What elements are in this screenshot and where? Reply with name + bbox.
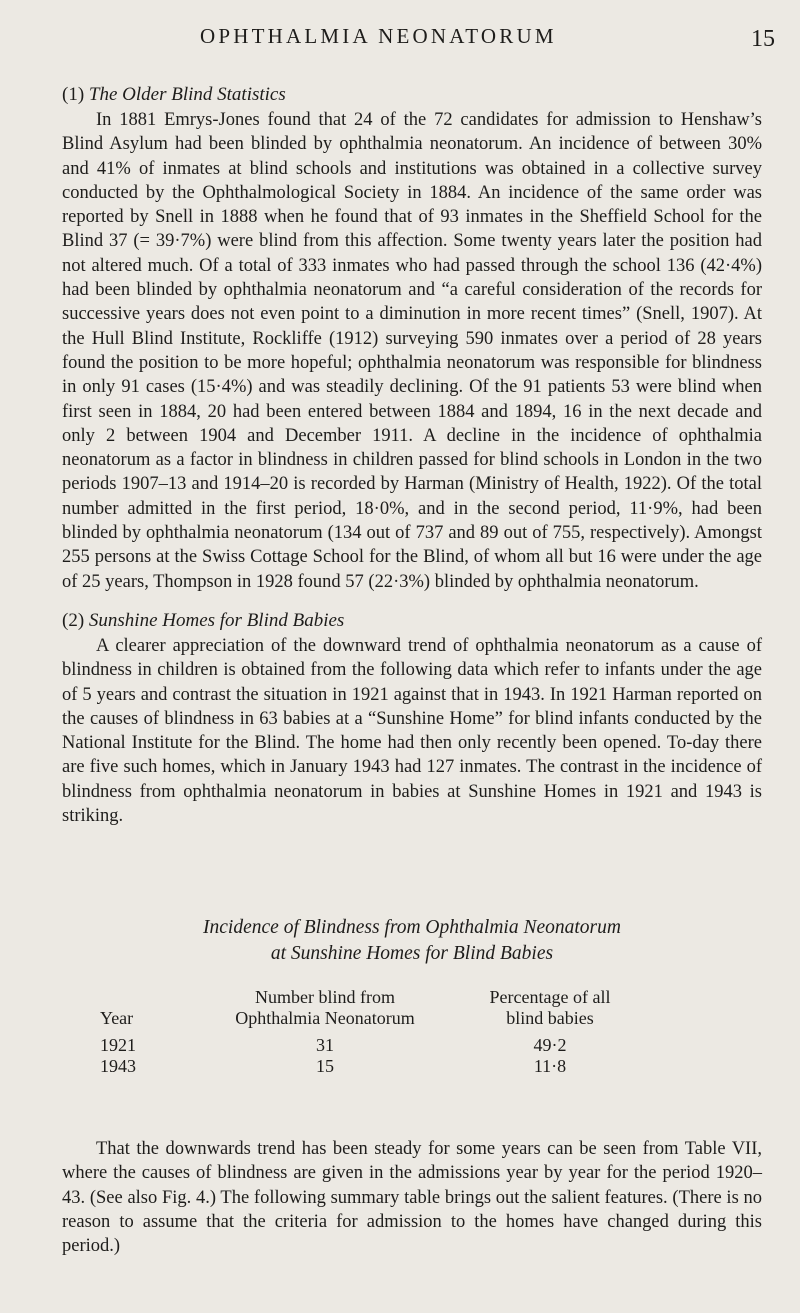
page-header: [200, 24, 775, 54]
body-paragraph: That the downwards trend has been steady for some years can be seen from Table VII, where the causes of blindness are given in the admissions year by year for the period 1920–43. (See also Fig. 4.) The following summary table brings out the salient features. (There is no reason to assume that the criteria for admission to the homes have changed during this period.): [62, 1139, 762, 1257]
table-row: [100, 1056, 660, 1077]
table-title-line-2: at Sunshine Homes for Blind Babies: [270, 943, 554, 964]
section-heading: [62, 82, 762, 108]
cell-year: 1943: [100, 1056, 136, 1076]
section-older-blind-statistics: [62, 82, 762, 594]
section-title: Sunshine Homes for Blind Babies: [88, 610, 345, 631]
section-number: (1): [62, 84, 85, 105]
section-sunshine-homes: [62, 608, 762, 828]
page-number: 15: [751, 26, 775, 52]
cell-percentage: 11·8: [533, 1056, 567, 1076]
table-row: [100, 1029, 660, 1056]
section-heading: [62, 608, 762, 634]
column-header-number: Number blind from Ophthalmia Neonatorum: [235, 987, 415, 1028]
table-header-row: [100, 987, 660, 1029]
cell-year: 1921: [100, 1035, 136, 1055]
body-paragraph: In 1881 Emrys-Jones found that 24 of the 72 candidates for admission to Henshaw’s Blind Asylum had been blinded by ophthalmia neonatorum. An incidence of between 30% and 41% of inmates at blind schools and institutions was obtained in a collective survey conducted by the Ophthalmological Society in 1884. An incidence of the same order was reported by Snell in 1888 when he found that of 93 inmates in the Sheffield School for the Blind 37 (= 39·7%) were blind from this affection. Some twenty years later the position had not altered much. Of a total of 333 inmates who had passed through the school 136 (42·4%) had been blinded by ophthalmia neonatorum and “a careful consideration of the records for successive years does not even point to a diminution in more recent times” (Snell, 1907). At the Hull Blind Institute, Rockliffe (1912) surveying 590 inmates over a period of 28 years found the position to be more hopeful; ophthalmia neonatorum was responsible for blindness in only 91 cases (15·4%) and was steadily declining. Of the 91 patients 53 were blind when first seen in 1884, 20 had been entered between 1884 and 1894, 16 in the next decade and only 2 between 1904 and December 1911. A decline in the incidence of ophthalmia neonatorum as a factor in blindness in children passed for blind schools in London in the two periods 1907–13 and 1914–20 is recorded by Harman (Ministry of Health, 1922). Of the total number admitted in the first period, 18·0%, and in the second period, 11·9%, had been blinded by ophthalmia neonatorum (134 out of 737 and 89 out of 755, respectively). Amongst 255 persons at the Swiss Cottage School for the Blind, of whom all but 16 were under the age of 25 years, Thompson in 1928 found 57 (22·3%) blinded by ophthalmia neonatorum.: [62, 110, 762, 592]
table-title-line-1: Incidence of Blindness from Ophthalmia Neonatorum: [203, 917, 621, 938]
column-header-percentage: Percentage of all blind babies: [489, 987, 611, 1028]
section-title: The Older Blind Statistics: [88, 84, 286, 105]
body-paragraph: A clearer appreciation of the downward trend of ophthalmia neonatorum as a cause of blindness in children is obtained from the following data which refer to infants under the age of 5 years and contrast the situation in 1921 against that in 1943. In 1921 Harman reported on the causes of blindness in 63 babies at a “Sunshine Home” for blind infants conducted by the National Institute for the Blind. The home had then only recently been opened. To-day there are five such homes, which in January 1943 had 127 inmates. The contrast in the incidence of blindness from ophthalmia neonatorum in babies at Sunshine Homes in 1921 and 1943 is striking.: [62, 636, 762, 827]
closing-section: [62, 1137, 762, 1258]
section-number: (2): [62, 610, 85, 631]
table-title: [62, 915, 762, 967]
cell-number: 31: [316, 1035, 334, 1055]
column-header-year: Year: [100, 1008, 134, 1028]
running-title: OPHTHALMIA NEONATORUM: [200, 24, 557, 48]
incidence-table: [100, 987, 660, 1077]
cell-number: 15: [316, 1056, 334, 1076]
cell-percentage: 49·2: [533, 1035, 567, 1055]
